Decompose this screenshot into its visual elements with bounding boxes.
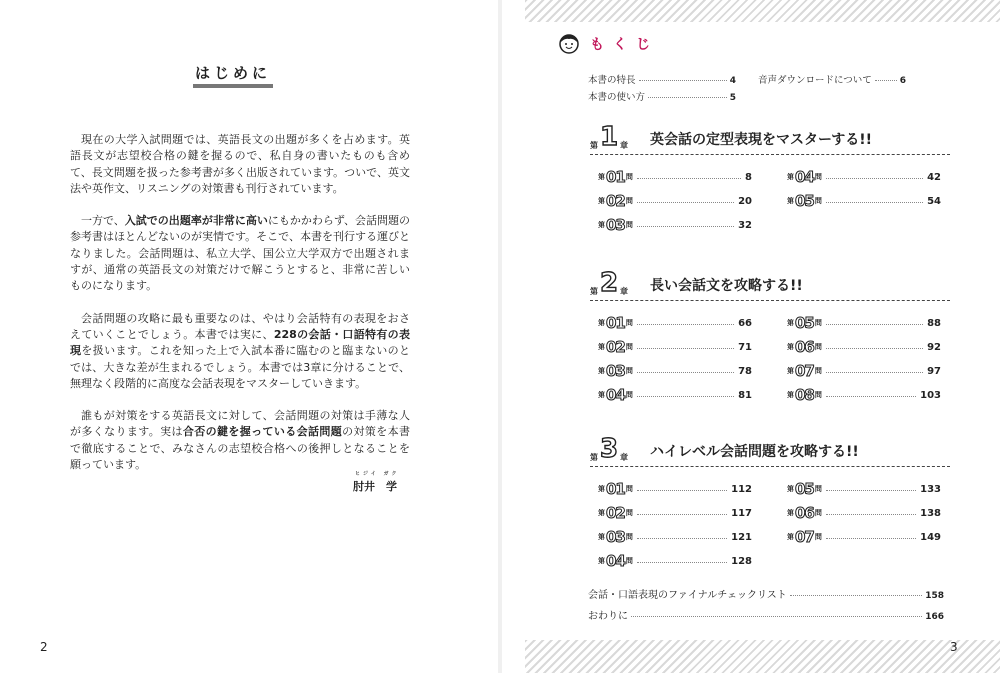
paragraph-text: にもかかわらず、会話問題の参考書はほとんどないのが実情です。そこで、本書を刊行する運びとなりました。会話問題は、私立大学、国公立大学双方で出題されますが、通常の英語長文の対策だけで解こうとすると、非常に苦しいものになります。 (70, 214, 411, 293)
dot-leader (639, 80, 727, 81)
question-entry[interactable] (598, 192, 752, 210)
dot-leader (826, 372, 923, 373)
question-page: 117 (731, 507, 752, 519)
dot-leader (637, 324, 734, 325)
question-suffix: 問 (814, 509, 822, 517)
question-entry[interactable] (598, 168, 752, 186)
chapter-suffix: 章 (620, 453, 628, 462)
question-page: 92 (927, 341, 941, 353)
question-page: 121 (731, 531, 752, 543)
question-number: 02 (606, 504, 625, 522)
dot-leader (637, 372, 734, 373)
dot-leader (637, 226, 734, 227)
chapter-title: 長い会話文を攻略する!! (650, 278, 803, 294)
question-number: 01 (606, 168, 625, 186)
author-ruby: ヒジイ ガク (355, 471, 400, 477)
question-number: 01 (606, 480, 625, 498)
question-prefix: 第 (787, 509, 794, 517)
top-stripe-band (525, 0, 1000, 22)
emphasis-text: 228の会話・口語特有の表現 (70, 327, 410, 358)
chapter-number: 3 (600, 434, 619, 464)
toc-item-label: 会話・口語表現のファイナルチェックリスト (588, 590, 787, 601)
question-number: 04 (606, 386, 625, 404)
question-prefix: 第 (787, 485, 794, 493)
question-prefix: 第 (598, 173, 605, 181)
question-page: 66 (738, 317, 752, 329)
chapter-number: 2 (600, 268, 619, 298)
question-prefix: 第 (787, 367, 794, 375)
question-number: 04 (606, 552, 625, 570)
question-number: 05 (795, 480, 814, 498)
dot-leader (826, 514, 916, 515)
chapter-suffix: 章 (620, 287, 628, 296)
paragraph-text: 会話問題の攻略に最も重要なのは、やはり会話特有の表現をおさえていくことでしょう。本書では実に、 (70, 311, 410, 341)
chapter-number: 1 (600, 122, 619, 152)
dot-leader (826, 348, 923, 349)
toc-item-page: 158 (925, 591, 944, 601)
question-suffix: 問 (814, 197, 822, 205)
paragraph-text: 誰もが対策をする英語長文に対して、会話問題の対策は手薄な人が多くなります。実は (70, 409, 410, 439)
toc-front-item[interactable] (588, 72, 736, 86)
question-suffix: 問 (814, 367, 822, 375)
dot-leader (637, 348, 734, 349)
chapter-prefix: 第 (590, 453, 598, 462)
intro-paragraph (70, 311, 410, 392)
chapter-dashed-rule (590, 154, 950, 155)
dot-leader (826, 178, 923, 179)
question-page: 54 (927, 195, 941, 207)
question-number: 08 (795, 386, 814, 404)
question-number: 03 (606, 216, 625, 234)
question-entry[interactable] (598, 338, 752, 356)
question-entry[interactable] (787, 192, 941, 210)
author-name: 肘井 学 (353, 480, 397, 493)
question-suffix: 問 (814, 391, 822, 399)
dot-leader (826, 538, 916, 539)
toc-back-matter (588, 586, 944, 628)
dot-leader (790, 595, 922, 596)
intro-title-underline (193, 84, 273, 88)
question-number: 02 (606, 338, 625, 356)
toc-title: もくじ (590, 37, 659, 53)
page-number-right: 3 (950, 640, 958, 654)
question-suffix: 問 (625, 557, 633, 565)
question-number: 02 (606, 192, 625, 210)
dot-leader (637, 490, 727, 491)
page-number-left: 2 (40, 640, 48, 654)
question-page: 97 (927, 365, 941, 377)
question-suffix: 問 (625, 533, 633, 541)
question-prefix: 第 (787, 319, 794, 327)
dot-leader (648, 97, 727, 98)
question-page: 149 (920, 531, 941, 543)
question-page: 128 (731, 555, 752, 567)
question-entry[interactable] (787, 528, 941, 546)
dot-leader (826, 324, 923, 325)
question-prefix: 第 (598, 391, 605, 399)
paragraph-text: を扱います。これを知った上で入試本番に臨むのと臨まないのとでは、大きな差が生まれるでしょう。本書では3章に分けることで、無理なく段階的に高度な会話表現をマスターしていきます。 (70, 344, 410, 390)
chapter-prefix: 第 (590, 141, 598, 150)
question-number: 06 (795, 504, 814, 522)
question-entry[interactable] (787, 362, 941, 380)
question-prefix: 第 (598, 367, 605, 375)
question-suffix: 問 (814, 173, 822, 181)
toc-item-page: 5 (729, 93, 736, 103)
toc-item-label: 音声ダウンロードについて (758, 75, 872, 86)
paragraph-text: 一方で、 (81, 214, 125, 228)
question-prefix: 第 (598, 319, 605, 327)
dot-leader (826, 490, 916, 491)
question-entry[interactable] (787, 504, 941, 522)
dot-leader (637, 562, 727, 563)
dot-leader (637, 514, 727, 515)
question-page: 81 (738, 389, 752, 401)
question-entry[interactable] (598, 314, 752, 332)
dot-leader (637, 178, 741, 179)
toc-item-label: おわりに (588, 611, 628, 622)
question-prefix: 第 (787, 391, 794, 399)
question-prefix: 第 (787, 173, 794, 181)
question-number: 05 (795, 314, 814, 332)
chapter-dashed-rule (590, 300, 950, 301)
question-page: 103 (920, 389, 941, 401)
chapter-suffix: 章 (620, 141, 628, 150)
question-number: 07 (795, 362, 814, 380)
question-entry[interactable] (598, 552, 752, 570)
question-entry[interactable] (787, 168, 941, 186)
question-prefix: 第 (598, 197, 605, 205)
question-entry[interactable] (598, 216, 752, 234)
question-page: 42 (927, 171, 941, 183)
toc-back-item[interactable] (588, 586, 944, 601)
question-prefix: 第 (598, 343, 605, 351)
question-suffix: 問 (625, 367, 633, 375)
dot-leader (875, 80, 897, 81)
question-prefix: 第 (598, 485, 605, 493)
paragraph-text: の対策を本書で徹底することで、みなさんの志望校合格への後押しとなることを願っています。 (70, 425, 410, 472)
question-entry[interactable] (598, 386, 752, 404)
question-entry[interactable] (598, 528, 752, 546)
dot-leader (826, 396, 916, 397)
chapter-prefix: 第 (590, 287, 598, 296)
question-page: 88 (927, 317, 941, 329)
dot-leader (637, 202, 734, 203)
question-page: 71 (738, 341, 752, 353)
question-suffix: 問 (625, 319, 633, 327)
toc-front-item[interactable] (588, 89, 736, 103)
toc-item-label: 本書の使い方 (588, 92, 646, 103)
dot-leader (637, 538, 727, 539)
question-page: 8 (745, 171, 752, 183)
dot-leader (637, 396, 734, 397)
paragraph-text: 現在の大学入試問題では、英語長文の出題が多くを占めます。英語長文が志望校合格の鍵を握るので、私自身の書いたものも含めて、長文問題を扱った参考書が多く出版されています。ついで、英文法や英作文、リスニングの対策書も刊行されています。 (70, 133, 410, 195)
question-number: 07 (795, 528, 814, 546)
question-entry[interactable] (787, 314, 941, 332)
question-number: 05 (795, 192, 814, 210)
question-page: 20 (738, 195, 752, 207)
question-number: 06 (795, 338, 814, 356)
question-number: 03 (606, 528, 625, 546)
character-face-icon (558, 32, 580, 54)
toc-item-page: 4 (729, 76, 736, 86)
intro-paragraph (70, 132, 410, 197)
question-prefix: 第 (787, 343, 794, 351)
question-suffix: 問 (814, 533, 822, 541)
question-page: 78 (738, 365, 752, 377)
question-prefix: 第 (598, 221, 605, 229)
question-entry[interactable] (598, 362, 752, 380)
question-page: 138 (920, 507, 941, 519)
toc-item-label: 本書の特長 (588, 75, 636, 86)
question-number: 03 (606, 362, 625, 380)
question-entry[interactable] (787, 480, 941, 498)
chapter-heading[interactable] (590, 122, 950, 156)
question-entry[interactable] (787, 338, 941, 356)
toc-item-page: 6 (899, 76, 906, 86)
question-prefix: 第 (598, 557, 605, 565)
dot-leader (826, 202, 923, 203)
question-page: 112 (731, 483, 752, 495)
bottom-stripe-band (525, 640, 1000, 673)
toc-back-item[interactable] (588, 607, 944, 622)
question-number: 01 (606, 314, 625, 332)
question-suffix: 問 (625, 509, 633, 517)
toc-front-item[interactable] (758, 72, 906, 86)
emphasis-text: 合否の鍵を握っている会話問題 (182, 425, 343, 439)
emphasis-text: 入試での出題率が非常に高い (124, 214, 268, 228)
question-number: 04 (795, 168, 814, 186)
chapter-title: 英会話の定型表現をマスターする!! (650, 132, 873, 148)
chapter-dashed-rule (590, 466, 950, 467)
author-block (353, 470, 413, 494)
intro-body (70, 132, 410, 489)
question-suffix: 問 (625, 391, 633, 399)
question-suffix: 問 (625, 343, 633, 351)
question-prefix: 第 (598, 509, 605, 517)
intro-paragraph (70, 408, 410, 473)
question-suffix: 問 (814, 485, 822, 493)
question-suffix: 問 (625, 173, 633, 181)
question-prefix: 第 (787, 197, 794, 205)
question-prefix: 第 (598, 533, 605, 541)
question-suffix: 問 (625, 485, 633, 493)
question-suffix: 問 (814, 343, 822, 351)
question-entry[interactable] (787, 386, 941, 404)
question-page: 32 (738, 219, 752, 231)
intro-title: はじめに (194, 64, 271, 82)
question-suffix: 問 (814, 319, 822, 327)
question-entry[interactable] (598, 504, 752, 522)
dot-leader (631, 616, 922, 617)
question-suffix: 問 (625, 197, 633, 205)
question-page: 133 (920, 483, 941, 495)
chapter-heading[interactable] (590, 268, 950, 302)
question-suffix: 問 (625, 221, 633, 229)
right-page (500, 0, 1000, 673)
question-prefix: 第 (787, 533, 794, 541)
toc-item-page: 166 (925, 612, 944, 622)
chapter-heading[interactable] (590, 434, 950, 468)
intro-paragraph (70, 213, 410, 294)
question-entry[interactable] (598, 480, 752, 498)
chapter-title: ハイレベル会話問題を攻略する!! (650, 444, 859, 460)
